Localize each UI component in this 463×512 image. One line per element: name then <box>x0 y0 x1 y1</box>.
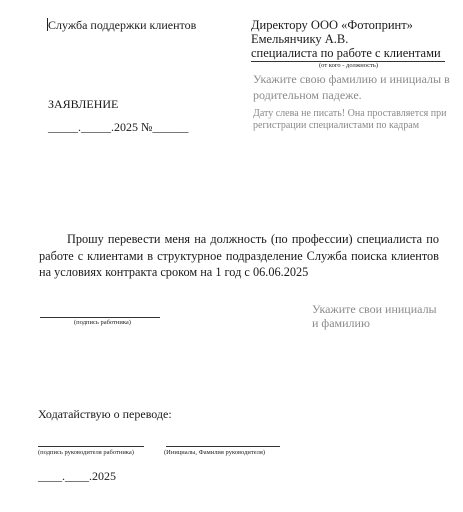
employee-signature-caption: (подпись работника) <box>74 319 131 326</box>
manager-name-line <box>166 446 280 447</box>
hint-initials-line-2: и фамилию <box>312 316 370 330</box>
hint-date-line-2: регистрации специалистами по кадрам <box>253 120 420 131</box>
hint-name-line-1: Укажите свою фамилию и инициалы в <box>253 72 450 86</box>
request-text: Прошу перевести меня на должность (по профессии) специалиста по работе с клиентами в структурное подразделение Служба поиска клиентов на условиях контракта сроком на 1 год с 06.06.2025 <box>39 232 439 279</box>
hint-initials-line-1: Укажите свои инициалы <box>312 302 437 316</box>
hint-name-line-2: родительном падеже. <box>253 88 362 102</box>
approval-date: ____.____.2025 <box>38 469 116 483</box>
document-title: ЗАЯВЛЕНИЕ <box>48 97 119 111</box>
approval-label: Ходатайствую о переводе: <box>38 407 172 421</box>
manager-signature-caption: (подпись руководителя работника) <box>38 449 134 456</box>
sender-position: специалиста по работе с клиентами <box>251 46 441 60</box>
registration-date-number: _____._____.2025 №______ <box>48 120 189 134</box>
request-paragraph <box>39 231 439 281</box>
manager-signature-line <box>38 446 144 447</box>
addressee-line-1: Директору ООО «Фотопринт» <box>251 18 413 32</box>
hint-date-line-1: Дату слева не писать! Она проставляется при <box>253 108 447 119</box>
employee-signature-line <box>40 317 160 318</box>
addressee-line-2: Емельянчику А.В. <box>251 32 349 46</box>
organization-unit: Служба поддержки клиентов <box>48 18 197 32</box>
sender-position-caption: (от кого - должность) <box>319 62 378 69</box>
manager-name-caption: (Инициалы, Фамилия руководителя) <box>164 449 266 456</box>
